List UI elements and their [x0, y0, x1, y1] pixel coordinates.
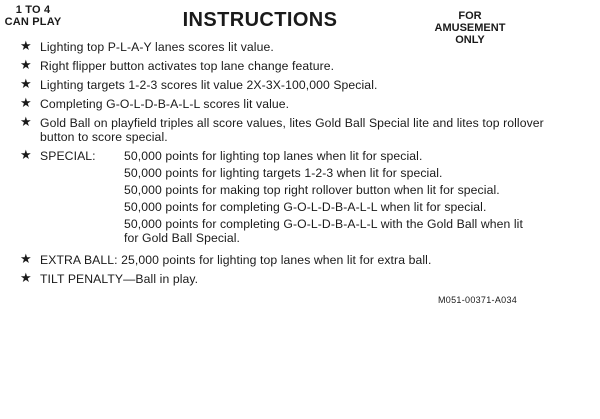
star-icon: ★: [20, 95, 32, 110]
special-line: 50,000 points for lighting targets 1-2-3 when lit for special.: [124, 166, 443, 180]
instruction-item: [20, 59, 600, 73]
star-icon: ★: [20, 251, 32, 266]
instruction-item: [20, 116, 600, 144]
star-icon: ★: [20, 114, 32, 129]
players-line-2: CAN PLAY: [4, 16, 62, 28]
star-icon: ★: [20, 270, 32, 285]
instruction-item: [20, 40, 600, 54]
amusement-line-1: FOR: [458, 10, 482, 22]
star-icon: ★: [20, 57, 32, 72]
card-title: INSTRUCTIONS: [182, 9, 338, 31]
instruction-text: Lighting targets 1-2-3 scores lit value 2X-3X-100,000 Special.: [40, 78, 378, 92]
tilt-text: TILT PENALTY—Ball in play.: [40, 272, 199, 286]
instruction-item: [20, 97, 600, 111]
special-lines: [124, 149, 600, 248]
instruction-text: Gold Ball on playfield triples all score values, lites Gold Ball Special lite and lites top rollover button to score special.: [40, 116, 544, 144]
tilt-item: [20, 272, 600, 286]
special-label: SPECIAL:: [40, 149, 96, 163]
star-icon: ★: [20, 147, 32, 162]
instruction-text: Right flipper button activates top lane change feature.: [40, 59, 335, 73]
special-line: 50,000 points for completing G-O-L-D-B-A-L-L when lit for special.: [124, 200, 487, 214]
instruction-list: [20, 40, 600, 291]
amusement-line-3: ONLY: [455, 34, 485, 46]
special-section: [20, 149, 600, 248]
special-line: 50,000 points for making top right rollover button when lit for special.: [124, 183, 500, 197]
extra-ball-text: EXTRA BALL: 25,000 points for lighting top lanes when lit for extra ball.: [40, 253, 432, 267]
star-icon: ★: [20, 76, 32, 91]
star-icon: ★: [20, 38, 32, 53]
extra-ball-item: [20, 253, 600, 267]
special-line: 50,000 points for lighting top lanes when lit for special.: [124, 149, 423, 163]
players-badge: [4, 4, 62, 28]
part-number: M051-00371-A034: [438, 295, 518, 305]
special-line: 50,000 points for completing G-O-L-D-B-A-L-L with the Gold Ball when lit for Gold Ball Special.: [124, 217, 523, 245]
instruction-text: Lighting top P-L-A-Y lanes scores lit value.: [40, 40, 274, 54]
amusement-line-2: AMUSEMENT: [434, 22, 506, 34]
instruction-item: [20, 78, 600, 92]
instruction-text: Completing G-O-L-D-B-A-L-L scores lit value.: [40, 97, 290, 111]
players-line-1: 1 TO 4: [15, 4, 51, 16]
